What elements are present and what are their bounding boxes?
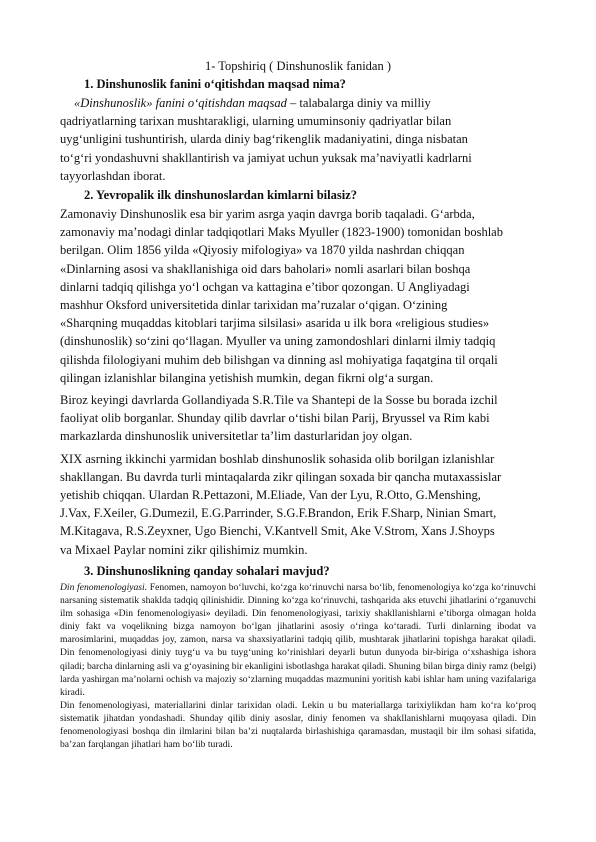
- paragraph-line: va Mixael Paylar nomini zikr qilishimiz mumkin.: [60, 542, 308, 557]
- question-1-answer-first-line: [60, 94, 536, 112]
- paragraph-line: «Dinlarning asosi va shakllanishiga oid dars baholari» nomli asarlari bilan boshqa: [60, 261, 471, 276]
- question-1-line: tayyorlashdan iborat.: [60, 168, 166, 183]
- paragraph-line: (dinshunoslik) so‘zini qo‘llagan. Myuller va uning zamondoshlari dinlarni ilmiy tadqiq: [60, 334, 496, 349]
- paragraph-line: J.Vax, F.Xeiler, G.Dumezil, E.G.Parrinder, S.G.F.Brandon, Erik F.Sharp, Ninian Smart,: [60, 506, 497, 521]
- question-3-paragraph-1: [60, 581, 536, 699]
- question-1-line: to‘g‘ri yondashuvni shakllantirish va jamiyat uchun yuksak ma’naviyatli kadrlarni: [60, 150, 472, 165]
- paragraph-line: zamonaviy ma’nodagi dinlar tadqiqotlari Maks Myuller (1823-1900) tomonidan boshlab: [60, 225, 503, 240]
- page-title: 1- Topshiriq ( Dinshunoslik fanidan ): [204, 59, 392, 73]
- paragraph-line: yetishib chiqqan. Ulardan R.Pettazoni, M.Eliade, Van der Lyu, R.Otto, G.Menshing,: [60, 488, 481, 503]
- question-1-term: «Dinshunoslik» fanini o‘qitishdan maqsad: [74, 96, 287, 110]
- paragraph-line: shakllangan. Bu davrda turli mintaqalarda zikr qilingan soxada bir qancha mutaxassislar: [60, 469, 502, 484]
- paragraph-line: Biroz keyingi davrlarda Gollandiyada S.R.Tile va Shantepi de la Sosse bu borada izchil: [60, 393, 498, 408]
- paragraph-line: markazlarda dinshunoslik universitetlar ta’lim dasturlaridan joy olgan.: [60, 429, 413, 444]
- paragraph-line: berilgan. Olim 1856 yilda «Qiyosiy mifologiya» va 1870 yilda nashrdan chiqqan: [60, 243, 465, 258]
- paragraph-line: «Sharqning muqaddas kitoblari tarjima silsilasi» asarida u ilk bora «religious studies»: [60, 316, 490, 331]
- question-3-block: [60, 563, 536, 751]
- paragraph-line: qilingan izlanishlar bilangina yetishish mumkin, degan fikrni olg‘a surgan.: [60, 370, 434, 385]
- question-1-line: qadriyatlarning tarixan mushtarakligi, ularning umuminsoniy qadriyatlar bilan: [60, 114, 452, 129]
- question-3-heading: 3. Dinshunoslikning qanday sohalari mavjud?: [84, 564, 330, 578]
- paragraph-line: Zamonaviy Dinshunoslik esa bir yarim asrga yaqin davrga borib taqaladi. G‘arbda,: [60, 207, 475, 221]
- paragraph-line: M.Kitagava, R.S.Zeyxner, Ugo Bienchi, V.Kantvell Smit, Ake V.Strom, Xans J.Shoyps: [60, 524, 495, 539]
- question-3-paragraph-2: Din fenomenologiyasi, materiallarini dinlar tarixidan oladi. Lekin u bu materiallarga tarixiylikdan ham ko‘ra ko‘proq sistematik jihatdan yondashadi. Shunday qilib diniy asoslar, diniy fenomen va shakllanishlarni muqoyasa qiladi. Din fenomenologiyasi boshqa din ilmlarini bilan ba’zi nuqtalarda birlashishiga qaramasdan, mustaqil bir ilm sohasi sifatida, ba’zan farqlangan jihatlari ham bo‘lib turadi.: [60, 699, 536, 751]
- question-2-paragraph-3: [60, 450, 536, 559]
- paragraph-line: XIX asrning ikkinchi yarmidan boshlab dinshunoslik sohasida olib borilgan izlanishlar: [60, 451, 495, 466]
- paragraph-line: dinlarni tadqiq qilishga yo‘l ochgan va kattagina e’tibor qozongan. U Angliyadagi: [60, 279, 470, 294]
- question-2-heading: 2. Yevropalik ilk dinshunoslardan kimlarni bilasiz?: [84, 188, 357, 202]
- question-1-block: [60, 76, 536, 185]
- question-2-paragraph-2: [60, 391, 536, 446]
- question-3-paragraph-1-text: Fenomen, namoyon bo‘luvchi, ko‘zga ko‘rinuvchi narsa bo‘lib, fenomenologiya ko‘zga ko‘rinuvchi narsaning sistematik shaklda tadqiq qilinishidir. Dinning ko‘zga ko‘rinuvchi, tashqarida aks etuvchi jihatlarini o‘rganuvchi ilm sohasiga «Din fenomenologiyasi» deyiladi. Din fenomenologiyasi, tarixiy shakllanishlarni e’tiborga olmagan holda diniy fakt va voqelikning bizga namoyon bo‘lgan jihatlarini asosiy o‘ringa ko‘taradi. Turli dinlarning ibodat va marosimlarini, muqaddas joy, zamon, narsa va shaxsiyatlarini tadqiq qilib, mushtarak jihatlarini topishga harakat qiladi. Din fenomenologiyasi diniy tuyg‘u va bu tuyg‘uning ko‘rinishlari deyarli butun dunyoda bir-biriga o‘xshashiga ishora qiladi; barcha dinlarning asli va g‘oyasining bir ekanligini isbotlashga harakat qiladi. Shuning bilan birga diniy ramz (belgi) larda yashirgan ma’nolarni ochish va majoziy so‘zlarning muqaddas mazmunini yoritish kabi ishlar ham uning vazifalariga kiradi.: [60, 582, 536, 698]
- paragraph-line: mashhur Oksford universitetida dinlar tarixidan ma’ruzalar o‘qigan. O‘zining: [60, 298, 448, 313]
- paragraph-line: qilishda filologiyani muhim deb bilishgan va dinning asl mohiyatiga faqatgina til orqali: [60, 352, 498, 367]
- question-1-line: uyg‘unligini tushuntirish, ularda diniy bag‘rikenglik madaniyatini, dinga nisbatan: [60, 132, 468, 147]
- question-3-term: Din fenomenologiyasi.: [60, 582, 148, 593]
- question-1-heading: 1. Dinshunoslik fanini o‘qitishdan maqsad nima?: [84, 77, 346, 91]
- question-2-block: [60, 187, 536, 559]
- paragraph-line: faoliyat olib borganlar. Shunday qilib davrlar o‘tishi bilan Parij, Bryussel va Rim kabi: [60, 411, 490, 426]
- question-2-paragraph-1: [60, 205, 536, 387]
- question-1-first-line-rest: – talabalarga diniy va milliy: [286, 96, 431, 110]
